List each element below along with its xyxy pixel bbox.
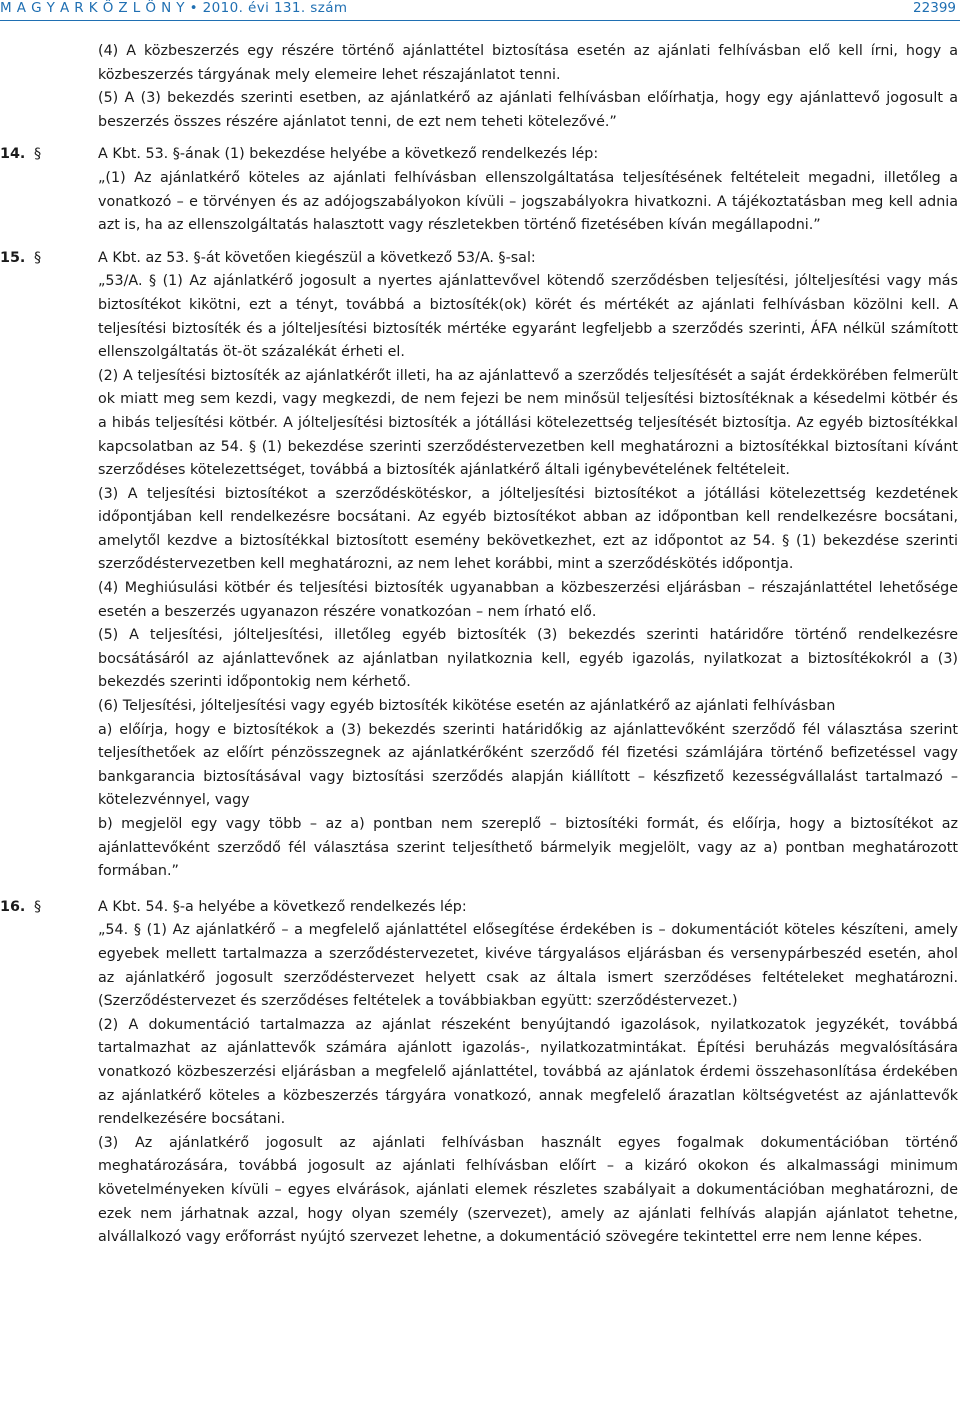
page-number: 22399 [913,0,956,16]
paragraph: a) előírja, hogy e biztosítékok a (3) bekezdés szerinti határidőkig az ajánlattevőként szerződő fél választása szerint teljesíthetőek az előírt pénzösszegnek az ajánlatkérőként szerződő fél fizetési számlájára történő befizetéssel vagy bankgarancia biztosításával vagy biztosítási szerződés alapján kiállított – készfizető kezességvállalást tartalmazó – kötelezvénnyel, vagy [98,721,958,809]
section-number: 15. [0,249,26,266]
paragraph: (5) A (3) bekezdés szerinti esetben, az ajánlatkérő az ajánlati felhívásban előírhatja, hogy egy ajánlattevő jogosult a beszerzés összes részére ajánlatot tenni, de ezt nem teheti kötelezővé.” [98,90,958,130]
paragraph: „(1) Az ajánlatkérő köteles az ajánlati felhívásban ellenszolgáltatása teljesítésének feltételeit megadni, illetőleg a vonatkozó – e törvényen és az adójogszabályokon kívüli – jogszabályokra hivatkozni. A tájékoztatásban meg kell adnia azt is, ha az ellenszolgáltatás halasztott vagy részletekben történő fizetésében kíván megállapodni.” [98,169,958,234]
paragraph: (5) A teljesítési, jólteljesítési, illetőleg egyéb biztosíték (3) bekezdés szerinti határidőre történő rendelkezésre bocsátásáról az ajánlattevőnek az ajánlatban nyilatkoznia kell, egyéb igazolás, nyilatkozat a biztosítékokról a (3) bekezdés szerinti időpontokig nem kérhető. [98,627,958,691]
section-number: 16. [0,898,26,915]
journal-title: M A G Y A R K Ö Z L Ö N Y • 2010. évi 131. szám [0,0,348,16]
header-rule [0,20,960,21]
page-header [0,0,960,22]
paragraph: (2) A teljesítési biztosíték az ajánlatkérőt illeti, ha az ajánlattevő a szerződés teljesítését a saját érdekkörében felmerült ok miatt meg sem kezdi, vagy megkezdi, de nem fejezi be nem minősül teljesítési biztosítéknak a késedelmi kötbér és a hibás teljesítési kötbér. A jólteljesítési biztosíték a jótállási kötelezettség teljesítését biztosítja. Az egyéb biztosítékkal kapcsolatban az 54. § (1) bekezdése szerinti szerződéstervezetben kell meghatározni a biztosítékkal biztosítani kívánt szerződéses kötelezettséget, továbbá a biztosíték ajánlatkérő általi igénybevételének feltételeit. [98,367,958,479]
section-intro: A Kbt. 53. §-ának (1) bekezdése helyébe a következő rendelkezés lép: [98,146,599,163]
paragraph: „54. § (1) Az ajánlatkérő – a megfelelő ajánlattétel elősegítése érdekében is – dokumentációt köteles készíteni, amely egyebek mellett tartalmazza a szerződéstervezetet, kivéve tárgyalásos eljárásban és versenypárbeszéd esetén, ahol az ajánlatkérő jogosult szerződéstervezet helyett csak az általa ismert szerződéses feltételeket meghatározni. (Szerződéstervezet és szerződéses feltételek a továbbiakban együtt: szerződéstervezet.) [98,922,958,1010]
paragraph: (4) A közbeszerzés egy részére történő ajánlattétel biztosítása esetén az ajánlati felhívásban elő kell írni, hogy a közbeszerzés tárgyának mely elemeire lehet részajánlatot tenni. [98,43,958,83]
paragraph: (4) Meghiúsulási kötbér és teljesítési biztosíték ugyanabban a közbeszerzési eljárásban – részajánlattétel lehetősége esetén a beszerzés ugyanazon részére vonatkozóan – nem írható elő. [98,580,958,620]
section-15 [0,247,960,271]
document-body [0,40,960,1250]
section-16 [0,896,960,920]
paragraph: (6) Teljesítési, jólteljesítési vagy egyéb biztosíték kikötése esetén az ajánlatkérő az ajánlati felhívásban [98,698,836,715]
section-intro: A Kbt. az 53. §-át követően kiegészül a következő 53/A. §-sal: [98,249,536,266]
paragraph: (2) A dokumentáció tartalmazza az ajánlat részeként benyújtandó igazolások, nyilatkozatok jegyzékét, továbbá tartalmazhat az ajánlattevők számára ajánlott igazolás-, nyilatkozatmintákat. Építési beruházás megvalósítására vonatkozó közbeszerzési eljárásban a megfelelő ajánlattétel, továbbá az ajánlatok érdemi összehasonlítása érdekében az ajánlatkérő köteles a közbeszerzés tárgyára vonatkozó, annak megfelelő árazatlan költségvetést az ajánlattevők rendelkezésére bocsátani. [98,1016,958,1128]
section-symbol: § [34,249,42,266]
section-symbol: § [34,898,42,915]
section-symbol: § [34,146,42,163]
section-14 [0,143,960,167]
section-number: 14. [0,146,26,163]
paragraph: (3) A teljesítési biztosítékot a szerződéskötéskor, a jólteljesítési biztosítékot a jótállási kötelezettség kezdetének időpontjában kell rendelkezésre bocsátani. Az egyéb biztosítékot abban az időpontban kell rendelkezésre bocsátani, amelytől kezdve a biztosítékkal biztosított esemény bekövetkezhet, ezt az időpontot az 54. § (1) bekezdése szerinti szerződéstervezetben kell meghatározni, az nem lehet korábbi, mint a szerződéskötés időpontja. [98,485,958,573]
paragraph: (3) Az ajánlatkérő jogosult az ajánlati felhívásban használt egyes fogalmak dokumentációban történő meghatározására, továbbá jogosult az ajánlati felhívásban előírt – a kizáró okokon és alkalmassági minimum követelményeken kívüli – egyes elvárások, ajánlati elemek részletes szabályait a dokumentációban meghatározni, de ezek nem járhatnak azzal, hogy olyan személy (szervezet), amely az ajánlati felhívás alapján ajánlatot tehetne, alvállalkozó vagy erőforrást nyújtó szervezet lehetne, a dokumentáció szövegére tekintettel erre nem lenne képes. [98,1134,958,1246]
section-intro: A Kbt. 54. §-a helyébe a következő rendelkezés lép: [98,898,467,915]
paragraph: b) megjelöl egy vagy több – az a) pontban nem szereplő – biztosítéki formát, és előírja, hogy a biztosítékot az ajánlattevőként szerződő fél választása szerint teljesíthető bármelyik megjelölt, vagy az a) pontban meghatározott formában.” [98,816,958,880]
paragraph: „53/A. § (1) Az ajánlatkérő jogosult a nyertes ajánlattevővel kötendő szerződésben teljesítési, jólteljesítési vagy más biztosítékot kikötni, ezt a tényt, továbbá a biztosíték(ok) körét és mértékét az ajánlati felhívásban közölni kell. A teljesítési biztosíték és a jólteljesítési biztosíték mértéke egyaránt legfeljebb a szerződés szerinti, ÁFA nélkül számított ellenszolgáltatás öt-öt százalékát érheti el. [98,273,958,361]
